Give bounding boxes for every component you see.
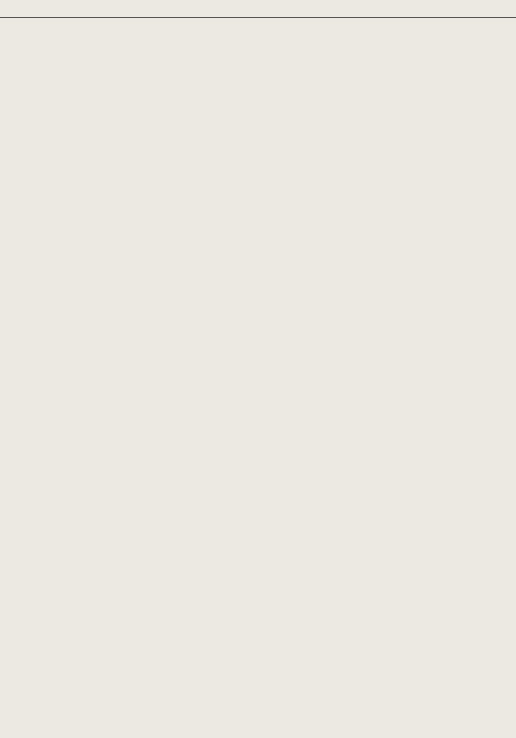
bottom-text-block: [20, 375, 496, 695]
section-number: [456, 24, 496, 324]
top-text-block: [20, 24, 496, 324]
header-rule: [0, 16, 516, 18]
